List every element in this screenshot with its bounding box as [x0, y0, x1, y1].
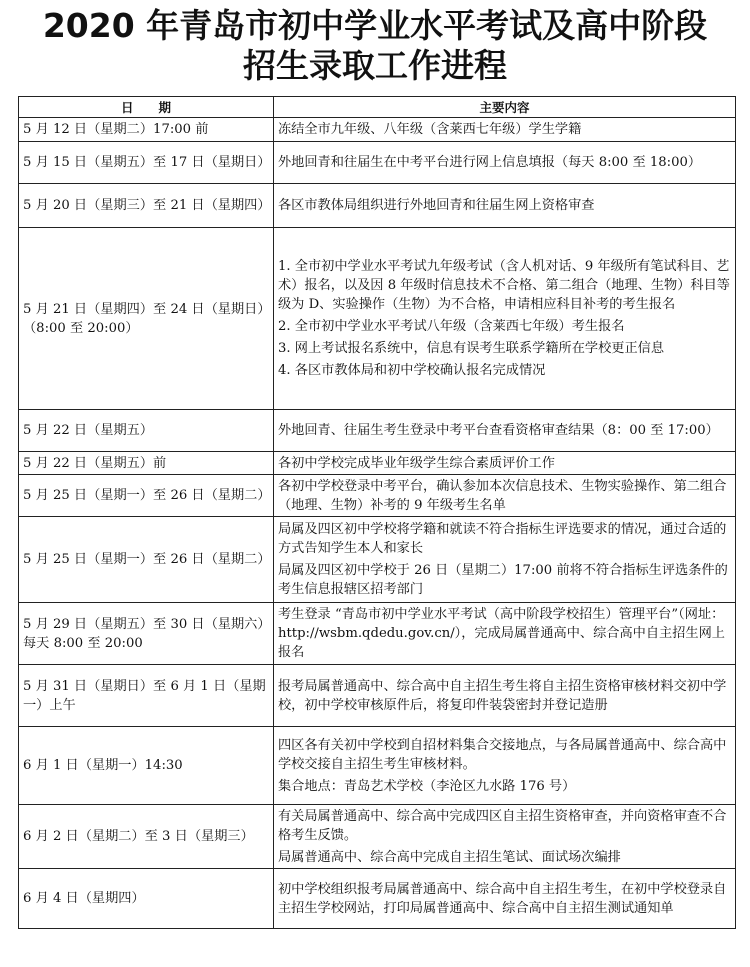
content-cell [274, 805, 736, 869]
table-row [19, 517, 736, 603]
table-row [19, 805, 736, 869]
content-cell: 外地回青和往届生在中考平台进行网上信息填报（每天 8:00 至 18:00） [274, 142, 736, 184]
content-cell: 各区市教体局组织进行外地回青和往届生网上资格审查 [274, 184, 736, 228]
content-cell [274, 517, 736, 603]
date-cell: 5 月 25 日（星期一）至 26 日（星期二） [19, 475, 274, 517]
content-paragraph: 4. 各区市教体局和初中学校确认报名完成情况 [278, 363, 546, 378]
content-cell: 报考局属普通高中、综合高中自主招生考生将自主招生资格审核材料交初中学校，初中学校审核原件后，将复印件装袋密封并登记造册 [274, 665, 736, 727]
table-header-row [19, 97, 736, 118]
date-cell: 5 月 20 日（星期三）至 21 日（星期四） [19, 184, 274, 228]
content-cell: 考生登录 “青岛市初中学业水平考试（高中阶段学校招生）管理平台”（网址：http://wsbm.qdedu.gov.cn/），完成局属普通高中、综合高中自主招生网上报名 [274, 603, 736, 665]
page-title: 2020 年青岛市初中学业水平考试及高中阶段 [42, 6, 708, 45]
table-row [19, 603, 736, 665]
table-row [19, 727, 736, 805]
content-cell: 各初中学校完成毕业年级学生综合素质评价工作 [274, 452, 736, 475]
date-cell: 5 月 25 日（星期一）至 26 日（星期二） [19, 517, 274, 603]
date-cell: 5 月 15 日（星期五）至 17 日（星期日） [19, 142, 274, 184]
content-cell: 各初中学校登录中考平台，确认参加本次信息技术、生物实验操作、第二组合（地理、生物）补考的 9 年级考生名单 [274, 475, 736, 517]
schedule-table [18, 96, 736, 929]
content-cell [274, 228, 736, 410]
date-cell: 5 月 12 日（星期二）17:00 前 [19, 118, 274, 142]
date-cell: 5 月 31 日（星期日）至 6 月 1 日（星期一）上午 [19, 665, 274, 727]
table-row [19, 410, 736, 452]
page-subtitle: 招生录取工作进程 [243, 46, 507, 85]
date-cell: 5 月 22 日（星期五） [19, 410, 274, 452]
header-content: 主要内容 [274, 97, 736, 118]
content-paragraph: 四区各有关初中学校到自招材料集合交接地点，与各局属普通高中、综合高中学校交接自主招生考生审核材料。 [278, 737, 727, 772]
date-cell: 6 月 4 日（星期四） [19, 869, 274, 929]
content-cell [274, 727, 736, 805]
table-row [19, 142, 736, 184]
content-paragraph: 3. 网上考试报名系统中，信息有误考生联系学籍所在学校更正信息 [278, 341, 665, 356]
header-date: 日 期 [19, 97, 274, 118]
date-cell: 5 月 22 日（星期五）前 [19, 452, 274, 475]
date-cell: 6 月 2 日（星期二）至 3 日（星期三） [19, 805, 274, 869]
table-row [19, 665, 736, 727]
content-paragraph: 局属及四区初中学校将学籍和就读不符合指标生评选要求的情况，通过合适的方式告知学生本人和家长 [278, 522, 727, 556]
content-cell: 冻结全市九年级、八年级（含莱西七年级）学生学籍 [274, 118, 736, 142]
content-paragraph: 集合地点：青岛艺术学校（李沧区九水路 176 号） [278, 778, 576, 794]
table-row [19, 869, 736, 929]
content-paragraph: 局属及四区初中学校于 26 日（星期二）17:00 前将不符合指标生评选条件的考生信息报辖区招考部门 [278, 563, 728, 597]
table-row [19, 228, 736, 410]
content-paragraph: 1. 全市初中学业水平考试九年级考试（含人机对话、9 年级所有笔试科目、艺术）报名，以及因 8 年级时信息技术不合格、第二组合（地理、生物）科目等级为 D、实验操作（生物）为不合格，申请相应科目补考的考生报名 [278, 259, 730, 312]
table-row [19, 452, 736, 475]
content-paragraph: 2. 全市初中学业水平考试八年级（含莱西七年级）考生报名 [278, 319, 625, 334]
table-row [19, 184, 736, 228]
content-cell: 初中学校组织报考局属普通高中、综合高中自主招生考生，在初中学校登录自主招生学校网站，打印局属普通高中、综合高中自主招生测试通知单 [274, 869, 736, 929]
date-cell: 5 月 21 日（星期四）至 24 日（星期日）（8:00 至 20:00） [19, 228, 274, 410]
content-paragraph: 局属普通高中、综合高中完成自主招生笔试、面试场次编排 [278, 849, 621, 865]
date-cell: 6 月 1 日（星期一）14:30 [19, 727, 274, 805]
content-paragraph: 有关局属普通高中、综合高中完成四区自主招生资格审查，并向资格审查不合格考生反馈。 [278, 808, 727, 843]
content-cell: 外地回青、往届生考生登录中考平台查看资格审查结果（8：00 至 17:00） [274, 410, 736, 452]
page [0, 6, 750, 916]
date-cell: 5 月 29 日（星期五）至 30 日（星期六）每天 8:00 至 20:00 [19, 603, 274, 665]
table-row [19, 118, 736, 142]
table-row [19, 475, 736, 517]
